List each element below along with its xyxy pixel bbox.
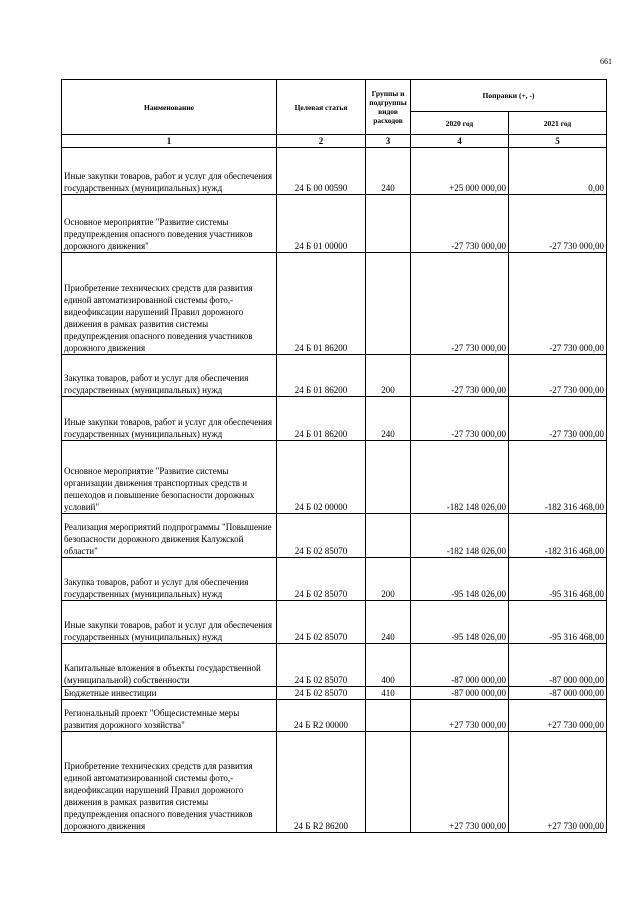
row-group: 240 bbox=[366, 397, 411, 441]
page-number: 661 bbox=[600, 57, 612, 66]
table-row bbox=[62, 253, 607, 355]
row-amount-2021: -27 730 000,00 bbox=[509, 253, 607, 355]
row-amount-2020: -27 730 000,00 bbox=[411, 253, 509, 355]
row-amount-2021: -27 730 000,00 bbox=[509, 397, 607, 441]
row-amount-2021: -182 316 468,00 bbox=[509, 441, 607, 514]
row-target-code: 24 Б 02 85070 bbox=[277, 514, 366, 558]
row-amount-2020: -27 730 000,00 bbox=[411, 195, 509, 253]
row-amount-2021: +27 730 000,00 bbox=[509, 700, 607, 732]
column-number: 3 bbox=[366, 135, 411, 148]
row-name: Основное мероприятие "Развитие системы организации движения транспортных средств и пешеходов и повышение безопасности дорожных условий" bbox=[62, 441, 277, 514]
row-amount-2020: -87 000 000,00 bbox=[411, 687, 509, 700]
row-amount-2021: -95 316 468,00 bbox=[509, 601, 607, 644]
table-row bbox=[62, 558, 607, 601]
row-target-code: 24 Б R2 86200 bbox=[277, 732, 366, 833]
table-row bbox=[62, 687, 607, 700]
table-row bbox=[62, 644, 607, 687]
header-year-2020: 2020 год bbox=[411, 112, 509, 135]
table-row bbox=[62, 514, 607, 558]
row-name: Иные закупки товаров, работ и услуг для обеспечения государственных (муниципальных) нужд bbox=[62, 397, 277, 441]
row-group: 200 bbox=[366, 558, 411, 601]
row-amount-2021: -87 000 000,00 bbox=[509, 687, 607, 700]
column-numbers-row bbox=[62, 135, 607, 148]
row-amount-2021: -87 000 000,00 bbox=[509, 644, 607, 687]
row-name: Иные закупки товаров, работ и услуг для обеспечения государственных (муниципальных) нужд bbox=[62, 148, 277, 195]
row-amount-2021: -182 316 468,00 bbox=[509, 514, 607, 558]
budget-table bbox=[61, 79, 607, 833]
column-number: 5 bbox=[509, 135, 607, 148]
row-group bbox=[366, 700, 411, 732]
row-group bbox=[366, 514, 411, 558]
row-name: Приобретение технических средств для развития единой автоматизированной системы фото,- видеофиксации нарушений Правил дорожного движения в рамках развития системы предупреждения опасного поведения участников дорожного движения bbox=[62, 732, 277, 833]
row-name: Закупка товаров, работ и услуг для обеспечения государственных (муниципальных) нужд bbox=[62, 355, 277, 397]
row-amount-2021: -27 730 000,00 bbox=[509, 195, 607, 253]
row-amount-2020: -182 148 026,00 bbox=[411, 441, 509, 514]
table-row bbox=[62, 700, 607, 732]
row-amount-2020: +25 000 000,00 bbox=[411, 148, 509, 195]
row-amount-2021: +27 730 000,00 bbox=[509, 732, 607, 833]
row-amount-2020: +27 730 000,00 bbox=[411, 700, 509, 732]
row-target-code: 24 Б 01 00000 bbox=[277, 195, 366, 253]
row-target-code: 24 Б 02 85070 bbox=[277, 558, 366, 601]
table-row bbox=[62, 148, 607, 195]
row-target-code: 24 Б 01 86200 bbox=[277, 253, 366, 355]
header-name: Наименование bbox=[62, 80, 277, 135]
header-groups: Группы и подгруппы видов расходов bbox=[366, 80, 411, 135]
table-row bbox=[62, 732, 607, 833]
table-row bbox=[62, 195, 607, 253]
row-name: Иные закупки товаров, работ и услуг для обеспечения государственных (муниципальных) нужд bbox=[62, 601, 277, 644]
row-name: Основное мероприятие "Развитие системы предупреждения опасного поведения участников дорожного движения" bbox=[62, 195, 277, 253]
row-amount-2021: 0,00 bbox=[509, 148, 607, 195]
table-row bbox=[62, 441, 607, 514]
row-amount-2020: -27 730 000,00 bbox=[411, 397, 509, 441]
table-row bbox=[62, 355, 607, 397]
table-row bbox=[62, 397, 607, 441]
row-amount-2021: -95 316 468,00 bbox=[509, 558, 607, 601]
row-name: Реализация мероприятий подпрограммы "Повышение безопасности дорожного движения Калужской области" bbox=[62, 514, 277, 558]
row-name: Капитальные вложения в объекты государственной (муниципальной) собственности bbox=[62, 644, 277, 687]
row-group: 400 bbox=[366, 644, 411, 687]
row-target-code: 24 Б 01 86200 bbox=[277, 397, 366, 441]
row-target-code: 24 Б 01 86200 bbox=[277, 355, 366, 397]
row-amount-2020: -87 000 000,00 bbox=[411, 644, 509, 687]
row-amount-2020: +27 730 000,00 bbox=[411, 732, 509, 833]
row-name: Приобретение технических средств для развития единой автоматизированной системы фото,- видеофиксации нарушений Правил дорожного движения в рамках развития системы предупреждения опасного поведения участников дорожного движения bbox=[62, 253, 277, 355]
row-name: Закупка товаров, работ и услуг для обеспечения государственных (муниципальных) нужд bbox=[62, 558, 277, 601]
header-amendments: Поправки (+, -) bbox=[411, 80, 607, 112]
row-group bbox=[366, 195, 411, 253]
row-name: Региональный проект "Общесистемные меры развития дорожного хозяйства" bbox=[62, 700, 277, 732]
row-target-code: 24 Б 02 85070 bbox=[277, 601, 366, 644]
column-number: 2 bbox=[277, 135, 366, 148]
row-group: 240 bbox=[366, 148, 411, 195]
row-group: 200 bbox=[366, 355, 411, 397]
row-group: 410 bbox=[366, 687, 411, 700]
row-group bbox=[366, 732, 411, 833]
header-target: Целевая статья bbox=[277, 80, 366, 135]
column-number: 1 bbox=[62, 135, 277, 148]
row-target-code: 24 Б 02 00000 bbox=[277, 441, 366, 514]
row-target-code: 24 Б 02 85070 bbox=[277, 644, 366, 687]
table-row bbox=[62, 601, 607, 644]
row-group: 240 bbox=[366, 601, 411, 644]
row-group bbox=[366, 441, 411, 514]
row-target-code: 24 Б R2 00000 bbox=[277, 700, 366, 732]
row-amount-2020: -182 148 026,00 bbox=[411, 514, 509, 558]
row-target-code: 24 Б 02 85070 bbox=[277, 687, 366, 700]
row-group bbox=[366, 253, 411, 355]
row-amount-2020: -95 148 026,00 bbox=[411, 558, 509, 601]
column-number: 4 bbox=[411, 135, 509, 148]
row-amount-2020: -95 148 026,00 bbox=[411, 601, 509, 644]
header-year-2021: 2021 год bbox=[509, 112, 607, 135]
row-name: Бюджетные инвестиции bbox=[62, 687, 277, 700]
row-target-code: 24 Б 00 00590 bbox=[277, 148, 366, 195]
row-amount-2020: -27 730 000,00 bbox=[411, 355, 509, 397]
row-amount-2021: -27 730 000,00 bbox=[509, 355, 607, 397]
